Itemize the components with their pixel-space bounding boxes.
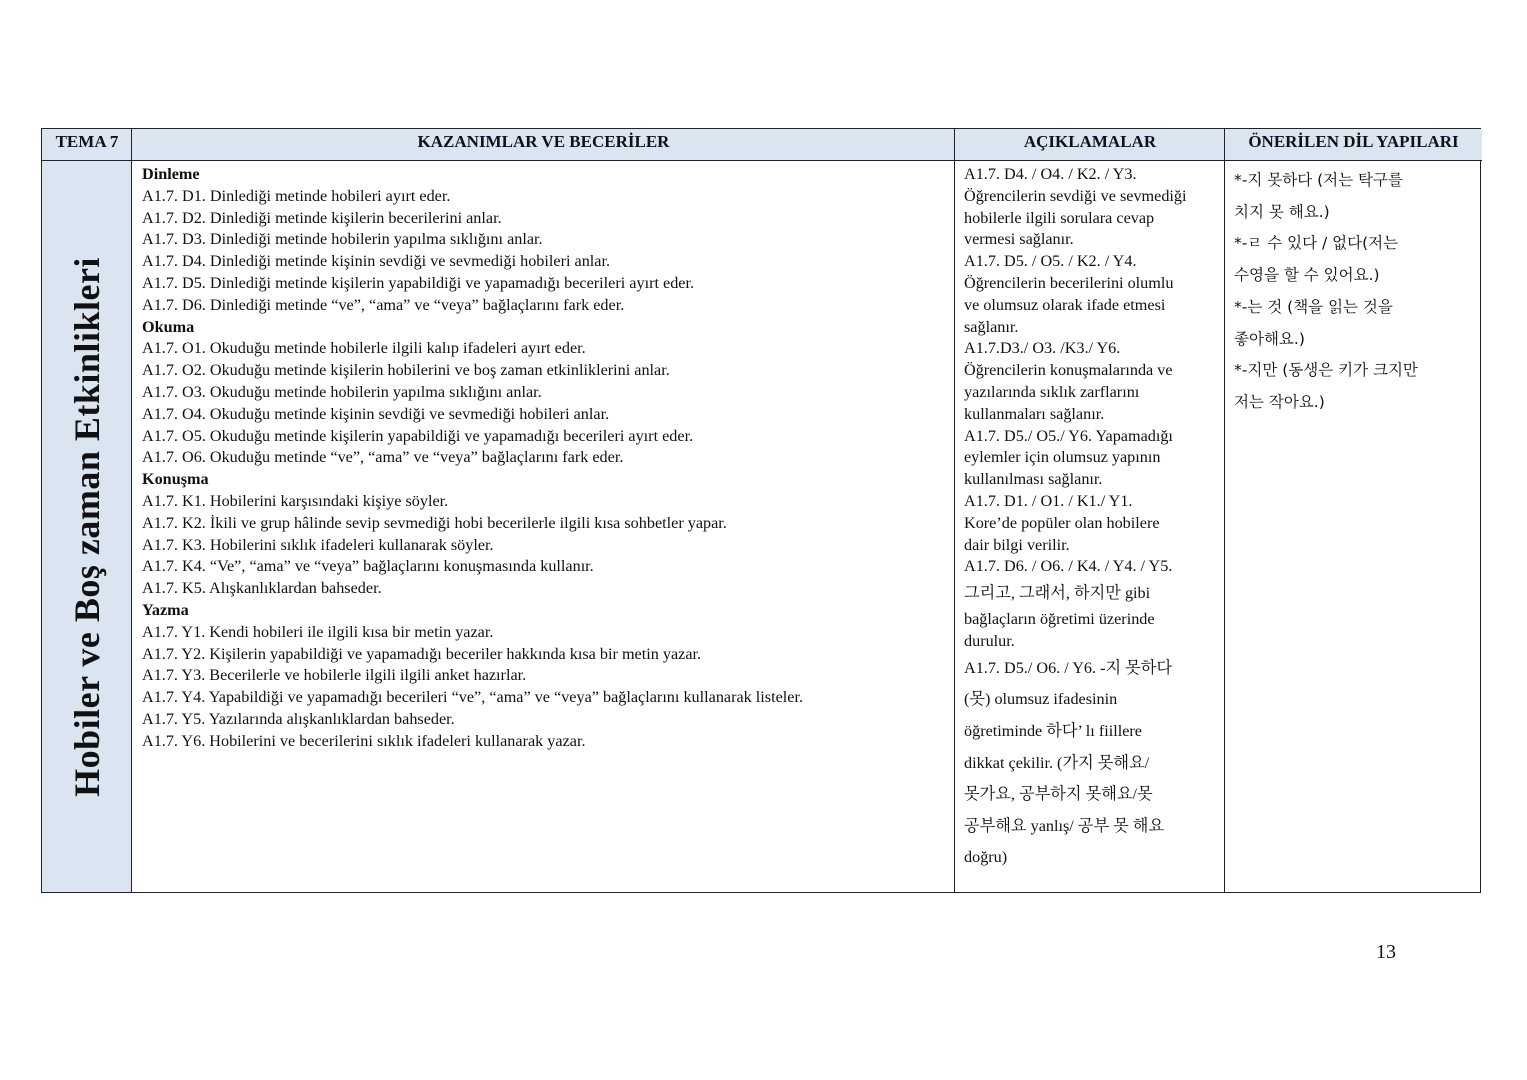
skill-item: A1.7. D5. Dinlediği metinde kişilerin yapabildiği ve yapamadığı becerileri ayırt eder. xyxy=(142,273,695,292)
skill-item: A1.7. K5. Alışkanlıklardan bahseder. xyxy=(142,579,382,598)
header-tema: TEMA 7 xyxy=(42,129,132,161)
explanation-line: kullanılması sağlanır. xyxy=(964,470,1103,489)
skill-item: A1.7. Y3. Becerilerle ve hobilerle ilgili ilgili anket hazırlar. xyxy=(142,666,527,685)
skill-item: A1.7. O6. Okuduğu metinde “ve”, “ama” ve “veya” bağlaçlarını fark eder. xyxy=(142,448,624,467)
skill-item: A1.7. D2. Dinlediği metinde kişilerin becerilerini anlar. xyxy=(142,208,502,227)
skill-item: A1.7. K1. Hobilerini karşısındaki kişiye söyler. xyxy=(142,491,449,510)
explanation-line: A1.7. D4. / O4. / K2. / Y3. xyxy=(964,165,1137,183)
skill-item: A1.7. D3. Dinlediği metinde hobilerin yapılma sıklığını anlar. xyxy=(142,230,543,249)
skills-column xyxy=(142,164,947,753)
structure-line: 저는 작아요.) xyxy=(1234,392,1325,411)
skill-item: A1.7. O5. Okuduğu metinde kişilerin yapabildiği ve yapamadığı becerileri ayırt eder. xyxy=(142,426,694,445)
explanation-line: A1.7.D3./ O3. /K3./ Y6. xyxy=(964,339,1121,358)
structure-line: *-지만 (동생은 키가 크지만 xyxy=(1234,361,1418,380)
explanation-line: 공부해요 yanlış/ 공부 못 해요 xyxy=(964,816,1165,835)
header-onerilen: ÖNERİLEN DİL YAPILARI xyxy=(1225,129,1482,161)
explanation-line: doğru) xyxy=(964,848,1008,867)
explanation-line: ve olumsuz olarak ifade etmesi xyxy=(964,295,1166,314)
explanation-line: vermesi sağlanır. xyxy=(964,230,1074,249)
explanation-line: A1.7. D1. / O1. / K1./ Y1. xyxy=(964,491,1133,510)
explanation-line: (못) olumsuz ifadesinin xyxy=(964,690,1118,709)
skill-item: A1.7. D1. Dinlediği metinde hobileri ayırt eder. xyxy=(142,186,451,205)
header-aciklamalar: AÇIKLAMALAR xyxy=(955,129,1225,161)
section-title: Konuşma xyxy=(142,470,209,489)
structure-line: 좋아해요.) xyxy=(1234,329,1305,348)
explanation-line: dikkat çekilir. (가지 못해요/ xyxy=(964,753,1150,772)
skill-item: A1.7. O2. Okuduğu metinde kişilerin hobilerini ve boş zaman etkinliklerini anlar. xyxy=(142,361,670,380)
explanation-line: 그리고, 그래서, 하지만 gibi xyxy=(964,584,1151,603)
explanation-line: A1.7. D5./ O6. / Y6. -지 못하다 xyxy=(964,658,1173,677)
section-title: Yazma xyxy=(142,600,189,619)
explanation-line: 못가요, 공부하지 못해요/못 xyxy=(964,785,1153,804)
explanation-line: Öğrencilerin konuşmalarında ve xyxy=(964,361,1173,380)
explanation-line: Öğrencilerin sevdiği ve sevmediği xyxy=(964,186,1187,205)
explanation-line: sağlanır. xyxy=(964,317,1019,336)
section-title: Dinleme xyxy=(142,165,200,183)
skill-item: A1.7. Y5. Yazılarında alışkanlıklardan bahseder. xyxy=(142,709,455,728)
page-number: 13 xyxy=(1376,941,1396,963)
theme-title: Hobiler ve Boş zaman Etkinlikleri xyxy=(66,256,107,797)
skill-item: A1.7. K3. Hobilerini sıklık ifadeleri kullanarak söyler. xyxy=(142,535,494,554)
structures-column xyxy=(1234,165,1474,419)
explanation-line: bağlaçların öğretimi üzerinde xyxy=(964,610,1155,629)
structure-line: 치지 못 해요.) xyxy=(1234,202,1330,221)
skill-item: A1.7. D4. Dinlediği metinde kişinin sevdiği ve sevmediği hobileri anlar. xyxy=(142,252,611,271)
explanation-line: dair bilgi verilir. xyxy=(964,535,1070,554)
skill-item: A1.7. O3. Okuduğu metinde hobilerin yapılma sıklığını anlar. xyxy=(142,382,542,401)
header-kazanimlar: KAZANIMLAR VE BECERİLER xyxy=(132,129,955,161)
column-divider xyxy=(954,129,955,892)
explanation-line: hobilerle ilgili sorulara cevap xyxy=(964,208,1155,227)
explanations-column xyxy=(964,164,1219,874)
column-divider xyxy=(1224,129,1225,892)
explanation-line: yazılarında sıklık zarflarını xyxy=(964,382,1140,401)
skill-item: A1.7. D6. Dinlediği metinde “ve”, “ama” ve “veya” bağlaçlarını fark eder. xyxy=(142,295,625,314)
skill-item: A1.7. Y4. Yapabildiği ve yapamadığı becerileri “ve”, “ama” ve “veya” bağlaçlarını kullanarak listeler. xyxy=(142,688,804,707)
explanation-line: Öğrencilerin becerilerini olumlu xyxy=(964,273,1174,292)
explanation-line: A1.7. D5. / O5. / K2. / Y4. xyxy=(964,252,1137,271)
structure-line: *-지 못하다 (저는 탁구를 xyxy=(1234,171,1403,189)
skill-item: A1.7. Y2. Kişilerin yapabildiği ve yapamadığı beceriler hakkında kısa bir metin yazar. xyxy=(142,644,702,663)
explanation-line: kullanmaları sağlanır. xyxy=(964,404,1105,423)
skill-item: A1.7. K4. “Ve”, “ama” ve “veya” bağlaçlarını konuşmasında kullanır. xyxy=(142,557,594,576)
explanation-line: A1.7. D6. / O6. / K4. / Y4. / Y5. xyxy=(964,557,1173,576)
skill-item: A1.7. K2. İkili ve grup hâlinde sevip sevmediği hobi becerilerle ilgili kısa sohbetler yapar. xyxy=(142,513,727,532)
explanation-line: A1.7. D5./ O5./ Y6. Yapamadığı xyxy=(964,426,1173,445)
explanation-line: öğretiminde 하다’ lı fiillere xyxy=(964,721,1142,740)
structure-line: *-는 것 (책을 읽는 것을 xyxy=(1234,297,1393,316)
explanation-line: durulur. xyxy=(964,631,1015,650)
explanation-line: Kore’de popüler olan hobilere xyxy=(964,513,1160,532)
section-title: Okuma xyxy=(142,317,195,336)
structure-line: *-ㄹ 수 있다 / 없다(저는 xyxy=(1234,234,1399,253)
skill-item: A1.7. O1. Okuduğu metinde hobilerle ilgili kalıp ifadeleri ayırt eder. xyxy=(142,339,586,358)
theme-cell xyxy=(42,161,131,892)
column-divider xyxy=(131,129,132,892)
curriculum-table xyxy=(41,128,1481,893)
skill-item: A1.7. O4. Okuduğu metinde kişinin sevdiği ve sevmediği hobileri anlar. xyxy=(142,404,610,423)
skill-item: A1.7. Y1. Kendi hobileri ile ilgili kısa bir metin yazar. xyxy=(142,622,494,641)
skill-item: A1.7. Y6. Hobilerini ve becerilerini sıklık ifadeleri kullanarak yazar. xyxy=(142,731,586,750)
structure-line: 수영을 할 수 있어요.) xyxy=(1234,266,1380,285)
explanation-line: eylemler için olumsuz yapının xyxy=(964,448,1161,467)
